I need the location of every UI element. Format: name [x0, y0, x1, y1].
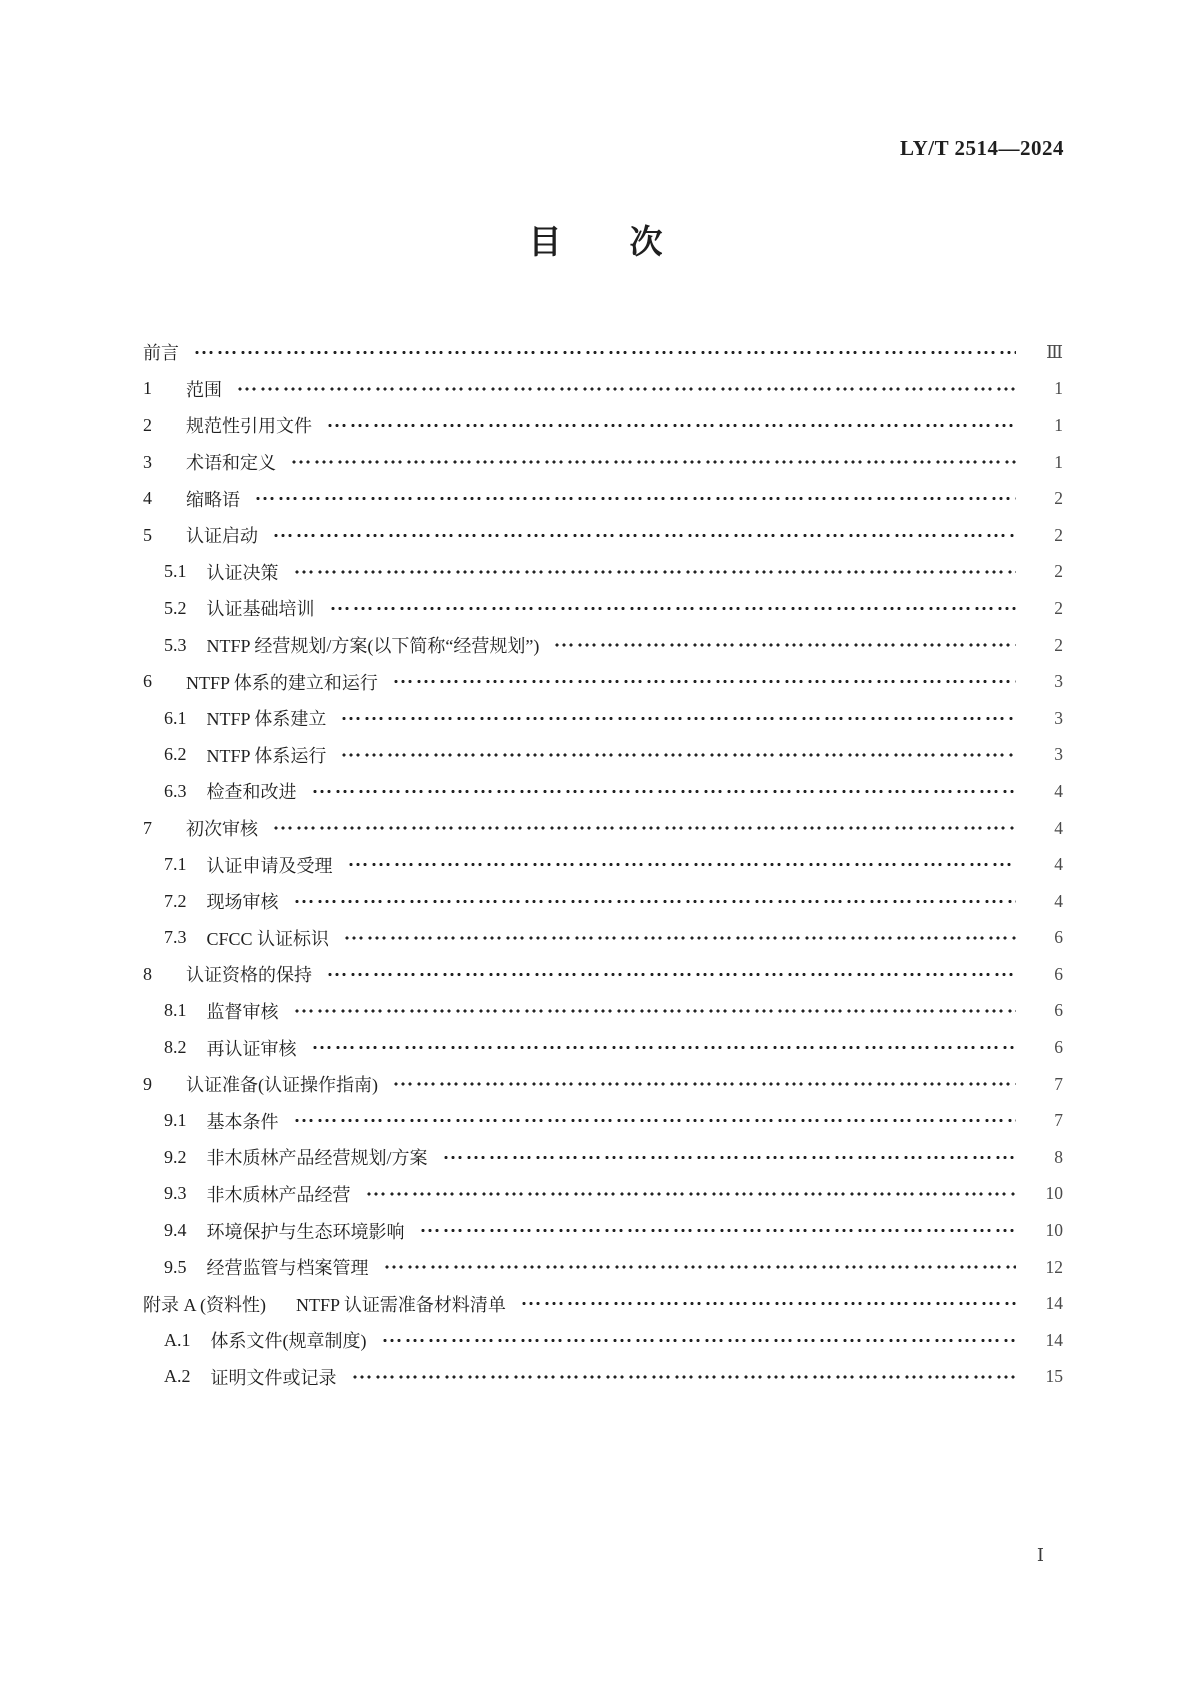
- toc-entry-label: 监督审核: [206, 1001, 279, 1022]
- toc-entry-number: 9.1: [164, 1110, 187, 1131]
- toc-entry-label: 经营监管与档案管理: [206, 1258, 369, 1279]
- toc-entry-number: 6.3: [164, 780, 187, 801]
- toc-entry-label: CFCC 认证标识: [206, 928, 330, 949]
- toc-entry-number: 8: [143, 963, 152, 984]
- toc-entry-label: 规范性引用文件: [186, 416, 312, 437]
- dot-leader: [290, 444, 1016, 481]
- dot-leader: [347, 846, 1017, 883]
- toc-entry-label: 检查和改进: [206, 782, 297, 803]
- toc-entry: [121, 1285, 1063, 1322]
- toc-entry: [121, 663, 1063, 700]
- toc-entry: [121, 993, 1063, 1030]
- toc-entry-page: 4: [1054, 780, 1063, 801]
- toc-entry-number: 8.1: [164, 1000, 187, 1021]
- dot-leader: [272, 810, 1016, 847]
- toc-entry: [121, 1322, 1063, 1359]
- toc-entry-label: 证明文件或记录: [210, 1367, 337, 1388]
- toc-entry-number: 7.3: [164, 927, 187, 948]
- toc-entry-number: 9: [143, 1073, 152, 1094]
- page-title-char-2: 次: [629, 225, 663, 261]
- toc-entry-page: 6: [1054, 927, 1063, 948]
- toc-entry: [121, 920, 1063, 957]
- toc-entry-page: 6: [1054, 963, 1063, 984]
- toc-entry-page: 2: [1054, 634, 1063, 655]
- toc-entry: [121, 883, 1063, 920]
- dot-leader: [553, 627, 1016, 664]
- toc-entry-label: NTFP 经营规划/方案(以下简称“经营规划”): [206, 636, 540, 657]
- toc-entry-page: 4: [1054, 817, 1063, 838]
- toc-entry: [121, 700, 1063, 737]
- toc-entry-page: 10: [1045, 1220, 1063, 1241]
- page-title: [0, 221, 1191, 265]
- toc-entry: [121, 956, 1063, 993]
- dot-leader: [340, 700, 1016, 737]
- dot-leader: [442, 1139, 1017, 1176]
- toc-entry-number: 6.2: [164, 744, 187, 765]
- toc-entry-number: 7: [143, 817, 152, 838]
- toc-entry-page: 4: [1054, 890, 1063, 911]
- toc-entry-label: 基本条件: [206, 1111, 279, 1132]
- toc-entry-label: 认证资格的保持: [186, 965, 312, 986]
- toc-entry: [121, 1212, 1063, 1249]
- toc-entry-label: 认证启动: [186, 526, 258, 547]
- toc-entry: [121, 1066, 1063, 1103]
- dot-leader: [293, 1102, 1017, 1139]
- toc-entry-label: 认证基础培训: [206, 599, 315, 620]
- toc-entry-page: 2: [1054, 524, 1063, 545]
- toc-entry-page: 15: [1045, 1366, 1063, 1387]
- dot-leader: [236, 371, 1016, 408]
- toc-entry-label: 前言: [143, 343, 179, 364]
- dot-leader: [340, 737, 1016, 774]
- toc-entry: [121, 846, 1063, 883]
- toc-entry-label: NTFP 体系的建立和运行: [186, 672, 378, 693]
- toc-entry-label: 术语和定义: [186, 453, 276, 474]
- toc-entry-number: A.1: [164, 1329, 191, 1350]
- dot-leader: [311, 1029, 1017, 1066]
- toc-entry-number: 7.1: [164, 854, 187, 875]
- toc-entry-page: 7: [1054, 1073, 1063, 1094]
- dot-leader: [520, 1285, 1016, 1322]
- dot-leader: [293, 993, 1017, 1030]
- toc-entry-number: 6: [143, 671, 152, 692]
- toc-entry-page: 3: [1054, 744, 1063, 765]
- toc-entry-page: 3: [1054, 707, 1063, 728]
- toc-entry-page: 14: [1045, 1293, 1063, 1314]
- toc-entry: [121, 517, 1063, 554]
- toc-entry-page: 3: [1054, 671, 1063, 692]
- dot-leader: [351, 1359, 1017, 1396]
- toc-entry-number: 9.3: [164, 1183, 187, 1204]
- dot-leader: [329, 590, 1017, 627]
- toc-entry: [121, 444, 1063, 481]
- toc-entry-label: 非木质林产品经营: [206, 1184, 351, 1205]
- toc-entry: [121, 554, 1063, 591]
- toc-entry-page: 2: [1054, 561, 1063, 582]
- toc-entry: [121, 773, 1063, 810]
- toc-entry-number: 6.1: [164, 707, 187, 728]
- dot-leader: [272, 517, 1016, 554]
- toc-entry-page: 8: [1054, 1146, 1063, 1167]
- toc-entry-label: 体系文件(规章制度): [210, 1331, 367, 1352]
- toc-entry-number: 5.1: [164, 561, 187, 582]
- toc-entry-label: 非木质林产品经营规划/方案: [206, 1148, 428, 1169]
- toc-entry-number: 7.2: [164, 890, 187, 911]
- toc-entry-page: 1: [1054, 451, 1063, 472]
- dot-leader: [326, 956, 1016, 993]
- toc-entry-page: 4: [1054, 854, 1063, 875]
- toc-entry-page: 10: [1045, 1183, 1063, 1204]
- toc-entry-label: 再认证审核: [206, 1038, 297, 1059]
- document-number: LY/T 2514—2024: [900, 136, 1064, 160]
- footer-page-number: Ⅰ: [1036, 1545, 1044, 1565]
- toc-entry-number: 9.4: [164, 1220, 187, 1241]
- toc-entry-number: 9.5: [164, 1256, 187, 1277]
- toc-entry-number: 4: [143, 488, 152, 509]
- toc-entry: [121, 1102, 1063, 1139]
- toc-entry-label: 认证决策: [206, 562, 279, 583]
- toc-entry-page: 14: [1045, 1329, 1063, 1350]
- toc-entry: [121, 1249, 1063, 1286]
- toc-entry-number: 5.2: [164, 597, 187, 618]
- toc-entry-label: NTFP 体系运行: [206, 745, 327, 766]
- toc-entry: [121, 407, 1063, 444]
- page-title-char-1: 目: [528, 225, 562, 261]
- toc-entry-number: 8.2: [164, 1037, 187, 1058]
- toc-entry: [121, 371, 1063, 408]
- dot-leader: [381, 1322, 1017, 1359]
- toc-entry-number: 附录 A (资料性): [143, 1294, 266, 1315]
- toc-entry-page: 2: [1054, 597, 1063, 618]
- dot-leader: [326, 407, 1016, 444]
- toc-entry-label: 现场审核: [206, 892, 279, 913]
- toc-entry: [121, 1359, 1063, 1396]
- toc-entry: [121, 334, 1063, 371]
- toc-entry: [121, 810, 1063, 847]
- dot-leader: [293, 883, 1017, 920]
- dot-leader: [365, 1176, 1017, 1213]
- toc-entry: [121, 627, 1063, 664]
- toc-entry: [121, 1176, 1063, 1213]
- dot-leader: [343, 920, 1016, 957]
- dot-leader: [392, 663, 1016, 700]
- dot-leader: [311, 773, 1017, 810]
- toc-entry-number: 1: [143, 378, 152, 399]
- toc-entry-number: 2: [143, 414, 152, 435]
- toc-entry-page: 1: [1054, 414, 1063, 435]
- toc-entry-page: 7: [1054, 1110, 1063, 1131]
- toc-entry: [121, 590, 1063, 627]
- toc-entry-number: A.2: [164, 1366, 191, 1387]
- toc-entry-page: 2: [1054, 488, 1063, 509]
- toc-entry: [121, 480, 1063, 517]
- toc-entry-number: 9.2: [164, 1146, 187, 1167]
- toc-entry-label: NTFP 认证需准备材料清单: [296, 1294, 506, 1315]
- table-of-contents: [121, 334, 1063, 1395]
- dot-leader: [383, 1249, 1017, 1286]
- toc-entry-label: 缩略语: [186, 489, 240, 510]
- toc-entry-label: 环境保护与生态环境影响: [206, 1221, 405, 1242]
- dot-leader: [419, 1212, 1017, 1249]
- toc-entry-page: 12: [1045, 1256, 1063, 1277]
- dot-leader: [392, 1066, 1016, 1103]
- toc-entry-label: NTFP 体系建立: [206, 709, 327, 730]
- toc-entry-page: 6: [1054, 1000, 1063, 1021]
- toc-entry-page: 6: [1054, 1037, 1063, 1058]
- dot-leader: [193, 334, 1016, 371]
- dot-leader: [293, 554, 1017, 591]
- toc-entry-label: 认证准备(认证操作指南): [186, 1075, 378, 1096]
- toc-entry: [121, 1029, 1063, 1066]
- toc-entry-page: Ⅲ: [1046, 341, 1063, 362]
- toc-entry: [121, 1139, 1063, 1176]
- toc-entry-number: 5.3: [164, 634, 187, 655]
- toc-entry-label: 范围: [186, 379, 222, 400]
- toc-entry-page: 1: [1054, 378, 1063, 399]
- toc-entry-label: 认证申请及受理: [206, 855, 333, 876]
- toc-entry-label: 初次审核: [186, 819, 258, 840]
- toc-entry-number: 5: [143, 524, 152, 545]
- toc-entry: [121, 737, 1063, 774]
- toc-entry-number: 3: [143, 451, 152, 472]
- dot-leader: [254, 480, 1016, 517]
